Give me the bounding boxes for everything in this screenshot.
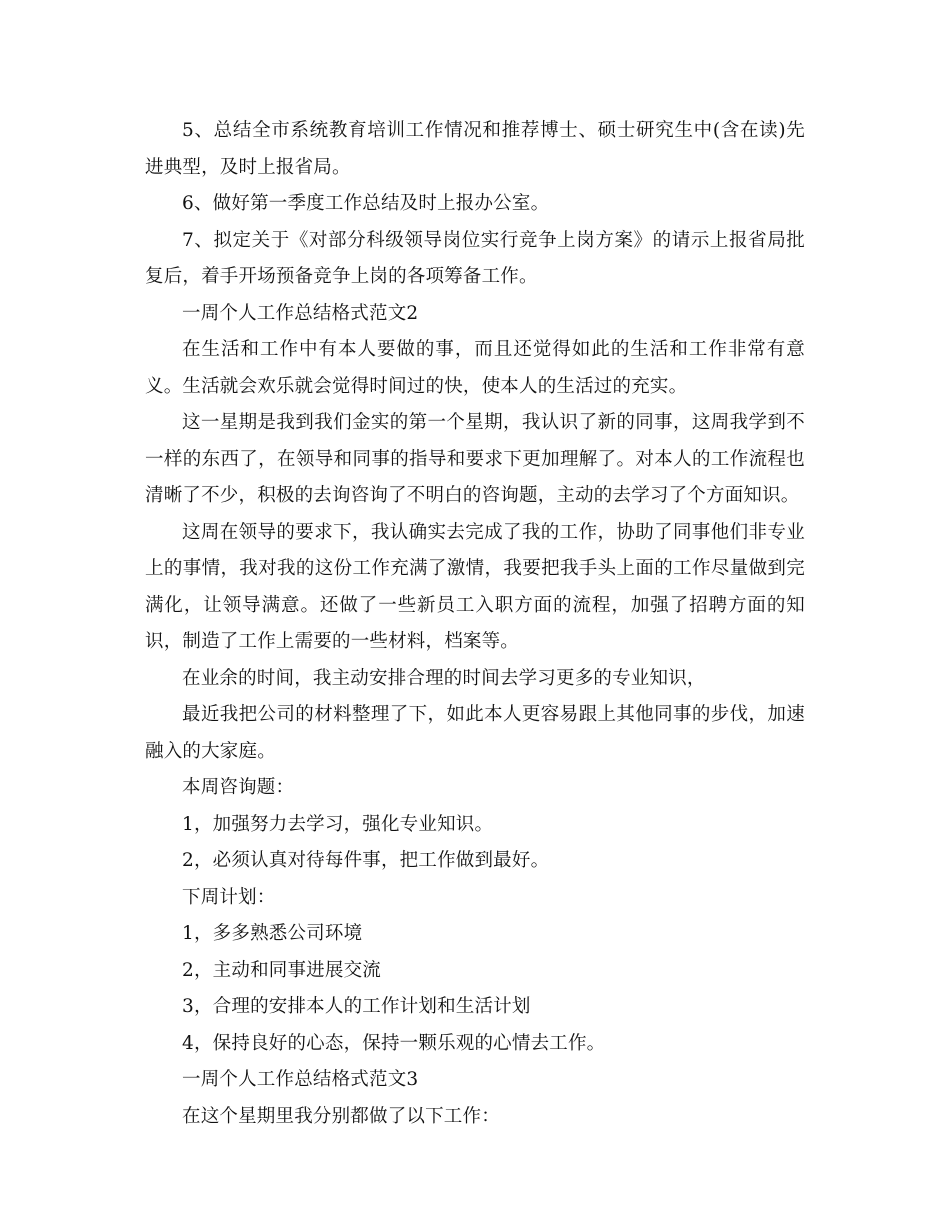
paragraph-spare-time: 在业余的时间，我主动安排合理的时间去学习更多的专业知识， <box>182 667 706 689</box>
list-item-plan-2: 2，主动和同事进展交流 <box>182 959 381 981</box>
paragraph-item-6: 6、做好第一季度工作总结及时上报办公室。 <box>182 193 550 214</box>
paragraph-item-5: 5、总结全市系统教育培训工作情况和推荐博士、硕士研究生中(含在读)先进典型，及时上报省局。 <box>145 120 805 178</box>
heading-next-week-plan: 下周计划： <box>182 886 276 908</box>
paragraph-item-7: 7、拟定关于《对部分科级领导岗位实行竞争上岗方案》的请示上报省局批复后，着手开场预备竞争上岗的各项筹备工作。 <box>145 229 805 287</box>
document-body <box>145 113 805 1135</box>
list-item-plan-1: 1，多多熟悉公司环境 <box>182 923 363 944</box>
list-item-plan-4: 4，保持良好的心态，保持一颗乐观的心情去工作。 <box>182 1032 606 1054</box>
paragraph-intro: 在生活和工作中有本人要做的事，而且还觉得如此的生活和工作非常有意义。生活就会欢乐就会觉得时间过的快，使本人的生活过的充实。 <box>145 339 805 397</box>
heading-weekly-issues: 本周咨询题： <box>182 777 295 798</box>
list-item-issue-1: 1，加强努力去学习，强化专业知识。 <box>182 813 494 835</box>
paragraph-work-done: 这周在领导的要求下，我认确实去完成了我的工作，协助了同事他们非专业上的事情，我对我的这份工作充满了激情，我要把我手头上面的工作尽量做到完满化，让领导满意。还做了一些新员工入职方面的流程，加强了招聘方面的知识，制造了工作上需要的一些材料，档案等。 <box>145 521 805 652</box>
section-heading-sample-3: 一周个人工作总结格式范文3 <box>182 1069 419 1090</box>
section-heading-sample-2: 一周个人工作总结格式范文2 <box>182 302 419 324</box>
list-item-plan-3: 3，合理的安排本人的工作计划和生活计划 <box>182 996 531 1017</box>
paragraph-first-week: 这一星期是我到我们金实的第一个星期，我认识了新的同事，这周我学到不一样的东西了，在领导和同事的指导和要求下更加理解了。对本人的工作流程也清晰了不少，积极的去询咨询了不明白的咨询题，主动的去学习了个方面知识。 <box>145 412 805 506</box>
paragraph-this-week: 在这个星期里我分别都做了以下工作： <box>182 1105 500 1127</box>
paragraph-recent: 最近我把公司的材料整理了下，如此本人更容易跟上其他同事的步伐，加速融入的大家庭。 <box>145 704 805 762</box>
list-item-issue-2: 2，必须认真对待每件事，把工作做到最好。 <box>182 850 550 871</box>
